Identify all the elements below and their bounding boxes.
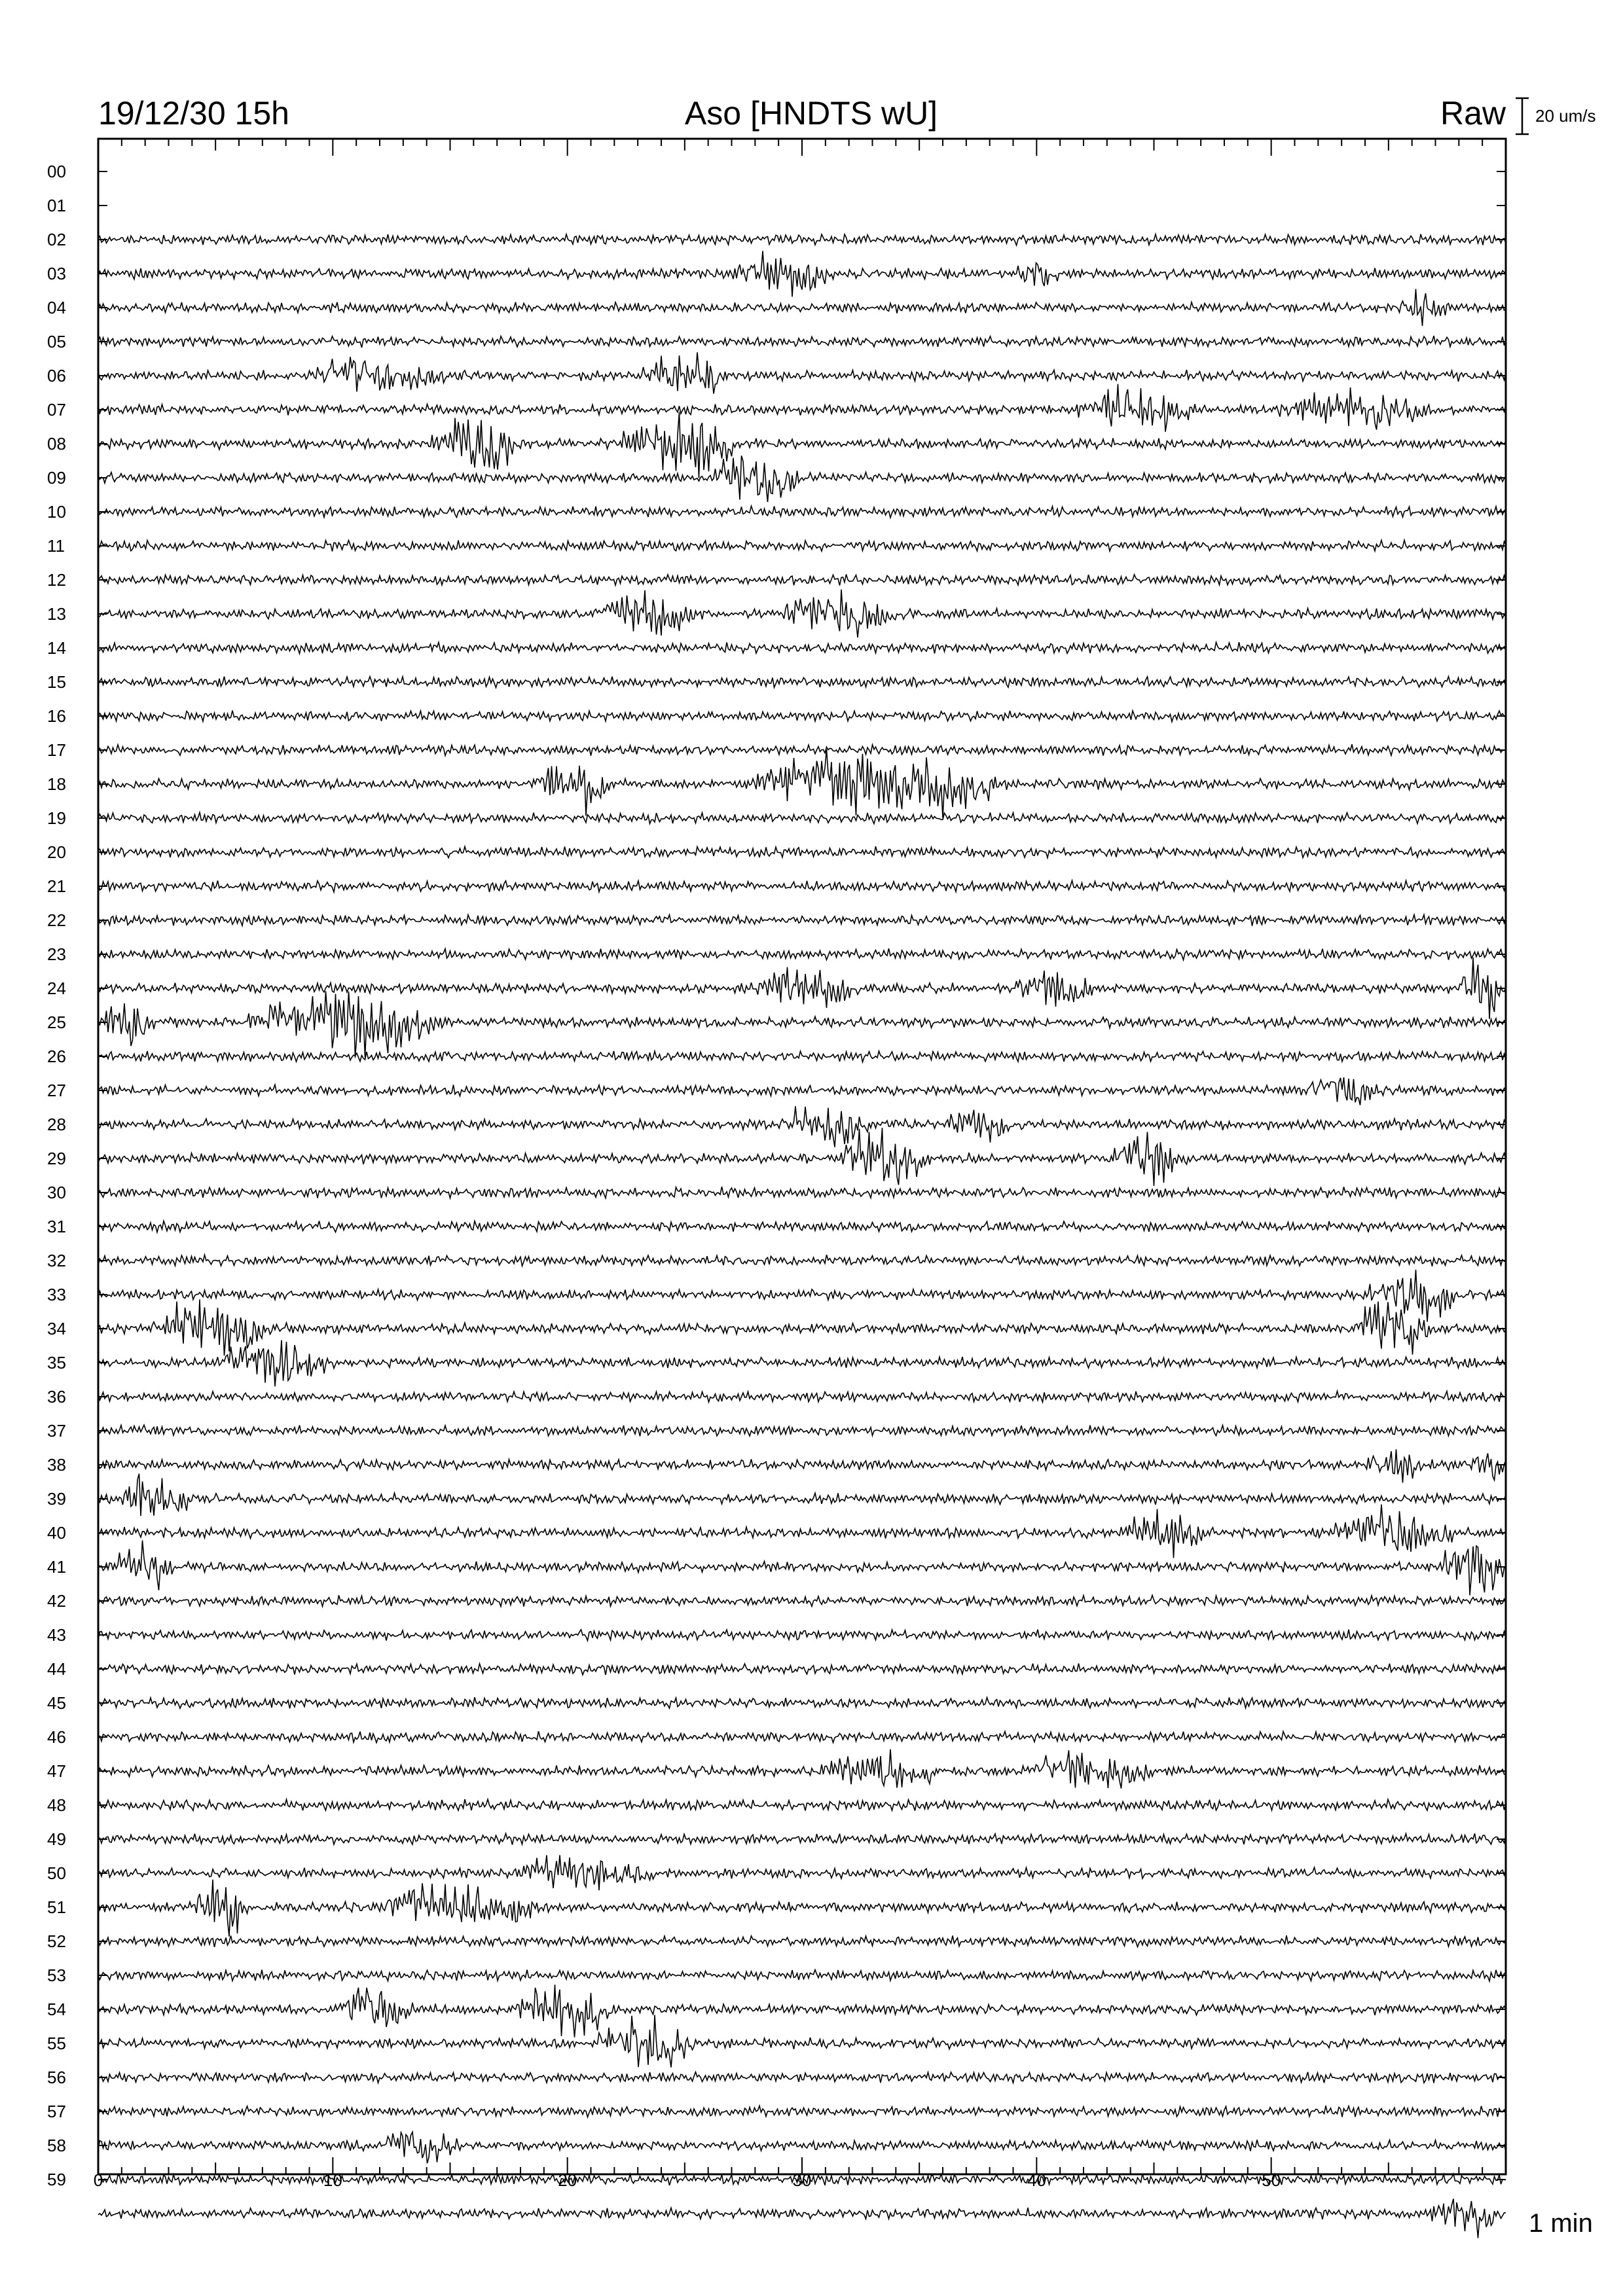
row-label: 13 — [47, 604, 66, 624]
chart-datetime: 19/12/30 15h — [98, 95, 289, 132]
row-label: 18 — [47, 774, 66, 794]
row-label: 46 — [47, 1727, 66, 1747]
row-label: 44 — [47, 1659, 66, 1679]
seismic-trace — [98, 1856, 1506, 1891]
seismic-trace — [98, 506, 1506, 518]
row-label: 36 — [47, 1387, 66, 1407]
seismic-trace — [98, 1474, 1506, 1516]
scale-bar — [1516, 98, 1529, 134]
seismic-trace — [98, 1425, 1506, 1436]
x-tick-label: 0 — [93, 2170, 103, 2190]
seismic-trace — [98, 1340, 1506, 1387]
seismic-trace — [98, 289, 1506, 326]
x-tick-label: 20 — [558, 2170, 577, 2190]
row-label: 38 — [47, 1455, 66, 1475]
seismic-trace — [98, 958, 1506, 1019]
row-label: 15 — [47, 672, 66, 692]
row-label: 55 — [47, 2034, 66, 2053]
seismic-trace — [98, 1749, 1506, 1789]
row-label: 52 — [47, 1931, 66, 1951]
row-label: 43 — [47, 1625, 66, 1645]
row-label: 17 — [47, 740, 66, 760]
seismic-trace — [98, 1630, 1506, 1641]
row-label: 09 — [47, 468, 66, 488]
row-label: 21 — [47, 876, 66, 896]
seismic-trace — [98, 2198, 1506, 2238]
seismic-trace — [98, 1255, 1506, 1266]
seismic-trace — [98, 412, 1506, 478]
seismic-trace — [98, 1391, 1506, 1403]
row-label: 56 — [47, 2068, 66, 2087]
seismic-trace — [98, 336, 1506, 348]
seismic-trace — [98, 711, 1506, 722]
seismic-trace — [98, 1697, 1506, 1708]
row-label: 41 — [47, 1557, 66, 1577]
seismic-trace — [98, 677, 1506, 688]
seismic-trace — [98, 1799, 1506, 1811]
row-label: 45 — [47, 1693, 66, 1713]
row-label: 31 — [47, 1217, 66, 1236]
row-label: 24 — [47, 978, 66, 998]
row-label: 03 — [47, 264, 66, 283]
seismic-trace — [98, 1128, 1506, 1186]
seismic-trace — [98, 744, 1506, 755]
x-tick-label: 10 — [323, 2170, 342, 2190]
seismic-trace — [98, 2106, 1506, 2117]
seismic-trace — [98, 642, 1506, 654]
row-label: 58 — [47, 2136, 66, 2155]
row-label: 37 — [47, 1421, 66, 1441]
row-label: 29 — [47, 1149, 66, 1168]
seismic-trace — [98, 1935, 1506, 1947]
seismic-trace — [98, 948, 1506, 960]
seismic-trace — [98, 991, 1506, 1058]
seismic-trace — [98, 1449, 1506, 1482]
seismic-trace — [98, 1731, 1506, 1742]
row-label: 04 — [47, 298, 66, 317]
seismic-trace — [98, 575, 1506, 586]
row-label: 40 — [47, 1523, 66, 1543]
row-label: 54 — [47, 2000, 66, 2019]
seismic-trace — [98, 234, 1506, 245]
row-label: 50 — [47, 1863, 66, 1883]
row-label: 26 — [47, 1047, 66, 1066]
seismic-trace — [98, 812, 1506, 823]
row-label: 34 — [47, 1319, 66, 1338]
x-unit-label: 1 min — [1529, 2209, 1593, 2238]
row-label: 11 — [47, 536, 65, 556]
seismic-trace — [98, 1106, 1506, 1147]
x-tick-label: 50 — [1262, 2170, 1281, 2190]
row-label: 32 — [47, 1251, 66, 1270]
seismic-trace — [98, 1187, 1506, 1198]
seismic-trace — [98, 1077, 1506, 1105]
row-label: 19 — [47, 808, 66, 828]
seismic-trace — [98, 2072, 1506, 2083]
seismic-trace — [98, 1505, 1506, 1558]
row-label: 28 — [47, 1115, 66, 1134]
row-label: 47 — [47, 1761, 66, 1781]
x-tick-label: 30 — [792, 2170, 812, 2190]
scale-bar-label: 20 um/s — [1535, 106, 1596, 126]
seismic-trace — [98, 749, 1506, 818]
row-label: 07 — [47, 400, 66, 420]
seismic-trace — [98, 251, 1506, 296]
row-label: 39 — [47, 1489, 66, 1509]
chart-station-title: Aso [HNDTS wU] — [684, 95, 938, 132]
seismic-trace — [98, 590, 1506, 637]
x-tick-label: 40 — [1027, 2170, 1046, 2190]
seismic-trace — [98, 1833, 1506, 1844]
seismic-trace — [98, 846, 1506, 857]
seismic-trace — [98, 540, 1506, 551]
row-label: 33 — [47, 1285, 66, 1304]
seismic-trace — [98, 1595, 1506, 1606]
seismic-trace — [98, 384, 1506, 432]
seismic-trace — [98, 1299, 1506, 1355]
seismic-trace — [98, 915, 1506, 926]
seismic-trace — [98, 880, 1506, 892]
row-label: 59 — [47, 2170, 66, 2189]
seismic-trace — [98, 1970, 1506, 1981]
row-label: 01 — [47, 196, 66, 215]
row-label: 02 — [47, 230, 66, 249]
row-label: 06 — [47, 366, 66, 386]
seismic-trace — [98, 1270, 1506, 1322]
seismic-trace — [98, 1541, 1506, 1596]
row-label: 48 — [47, 1795, 66, 1815]
row-label: 51 — [47, 1897, 66, 1917]
row-label: 57 — [47, 2102, 66, 2121]
row-label: 12 — [47, 570, 66, 590]
row-label: 00 — [47, 162, 66, 181]
row-label: 20 — [47, 842, 66, 862]
row-label: 08 — [47, 434, 66, 454]
row-label: 35 — [47, 1353, 66, 1372]
seismic-trace — [98, 1984, 1506, 2037]
row-label: 30 — [47, 1183, 66, 1202]
row-label: 10 — [47, 502, 66, 522]
row-label: 49 — [47, 1829, 66, 1849]
row-label: 16 — [47, 706, 66, 726]
row-label: 42 — [47, 1591, 66, 1611]
row-label: 25 — [47, 1013, 66, 1032]
row-label: 27 — [47, 1081, 66, 1100]
row-label: 53 — [47, 1965, 66, 1985]
seismic-trace — [98, 456, 1506, 502]
seismic-trace — [98, 2015, 1506, 2068]
seismic-trace — [98, 352, 1506, 393]
seismic-trace — [98, 1664, 1506, 1676]
row-label: 05 — [47, 332, 66, 351]
row-label: 22 — [47, 910, 66, 930]
seismic-trace — [98, 1051, 1506, 1062]
row-label: 14 — [47, 638, 66, 658]
row-label: 23 — [47, 944, 66, 964]
chart-mode-label: Raw — [1440, 95, 1506, 132]
seismic-trace — [98, 1221, 1506, 1232]
seismic-trace — [98, 1880, 1506, 1937]
